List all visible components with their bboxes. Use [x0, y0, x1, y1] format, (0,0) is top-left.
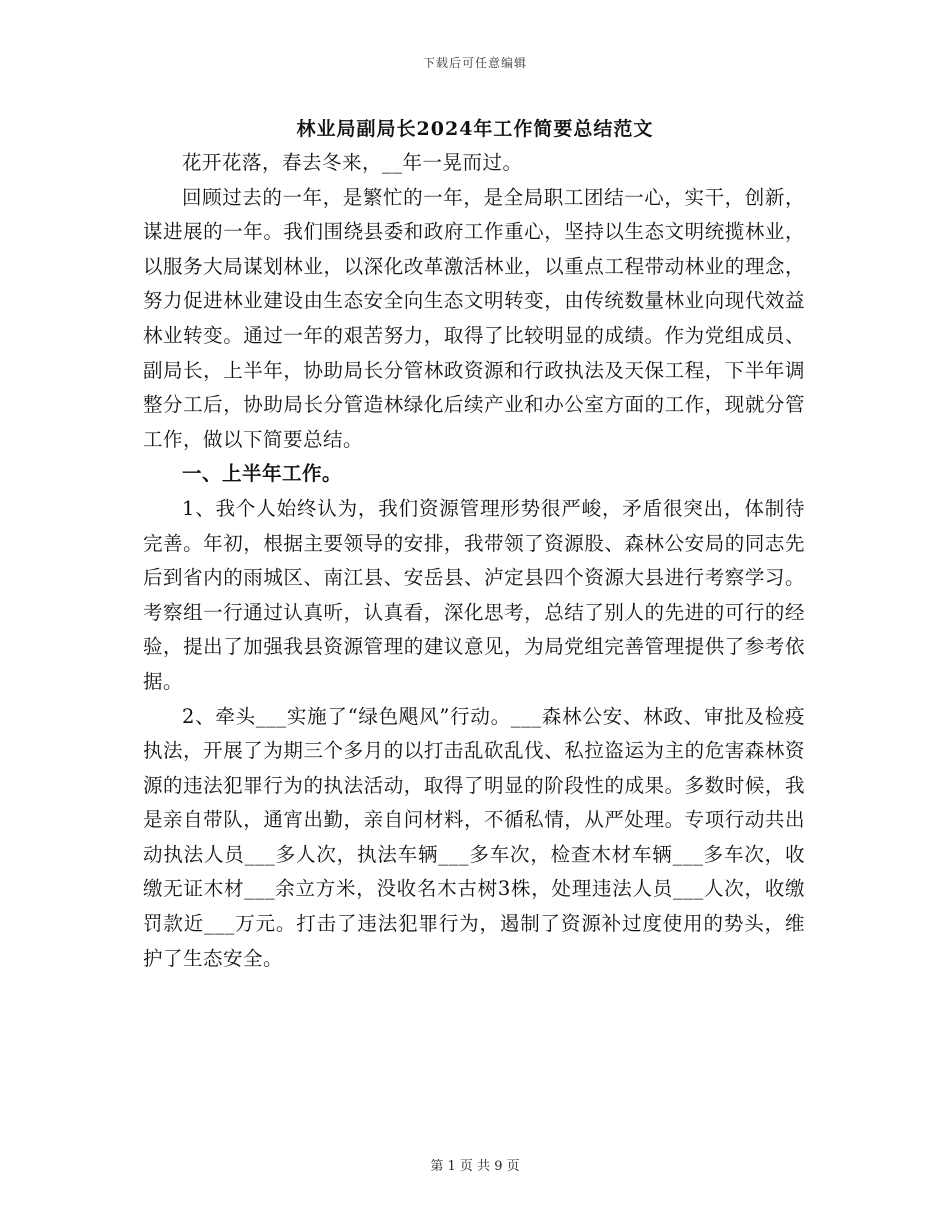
- paragraph-item-2: 2、牵头___实施了“绿色飓风”行动。___森林公安、林政、审批及检疫执法，开展了为期三个多月的以打击乱砍乱伐、私拉盗运为主的危害森林资源的违法犯罪行为的执法活动，取得了明显的阶段性的成果。多数时候，我是亲自带队，通宵出勤，亲自问材料，不循私情，从严处理。专项行动共出动执法人员___多人次，执法车辆___多车次，检查木材车辆___多车次，收缴无证木材___余立方米，没收名木古树3株，处理违法人员___人次，收缴罚款近___万元。打击了违法犯罪行为，遏制了资源补过度使用的势头，维护了生态安全。: [143, 704, 805, 970]
- document-title: 林业局副局长2024年工作简要总结范文: [296, 118, 654, 140]
- paragraph-item-1: 1、我个人始终认为，我们资源管理形势很严峻，矛盾很突出，体制待完善。年初，根据主要领导的安排，我带领了资源股、森林公安局的同志先后到省内的雨城区、南江县、安岳县、泸定县四个资源大县进行考察学习。考察组一行通过认真听，认真看，深化思考，总结了别人的先进的可行的经验，提出了加强我县资源管理的建议意见，为局党组完善管理提供了参考依据。: [143, 496, 805, 693]
- paragraph-opening: 花开花落，春去冬来，__年一晃而过。: [182, 151, 523, 174]
- download-edit-note: 下载后可任意编辑: [422, 56, 527, 70]
- page-number: 第 1 页 共 9 页: [430, 1159, 520, 1174]
- paragraph-review: 回顾过去的一年，是繁忙的一年，是全局职工团结一心，实干，创新，谋进展的一年。我们围绕县委和政府工作重心，坚持以生态文明统揽林业，以服务大局谋划林业，以深化改革激活林业，以重点工程带动林业的理念，努力促进林业建设由生态安全向生态文明转变，由传统数量林业向现代效益林业转变。通过一年的艰苦努力，取得了比较明显的成绩。作为党组成员、副局长，上半年，协助局长分管林政资源和行政执法及天保工程，下半年调整分工后，协助局长分管造林绿化后续产业和办公室方面的工作，现就分管工作，做以下简要总结。: [143, 185, 805, 451]
- section-heading-first-half: 一、上半年工作。: [182, 462, 343, 486]
- document-body: [143, 146, 805, 976]
